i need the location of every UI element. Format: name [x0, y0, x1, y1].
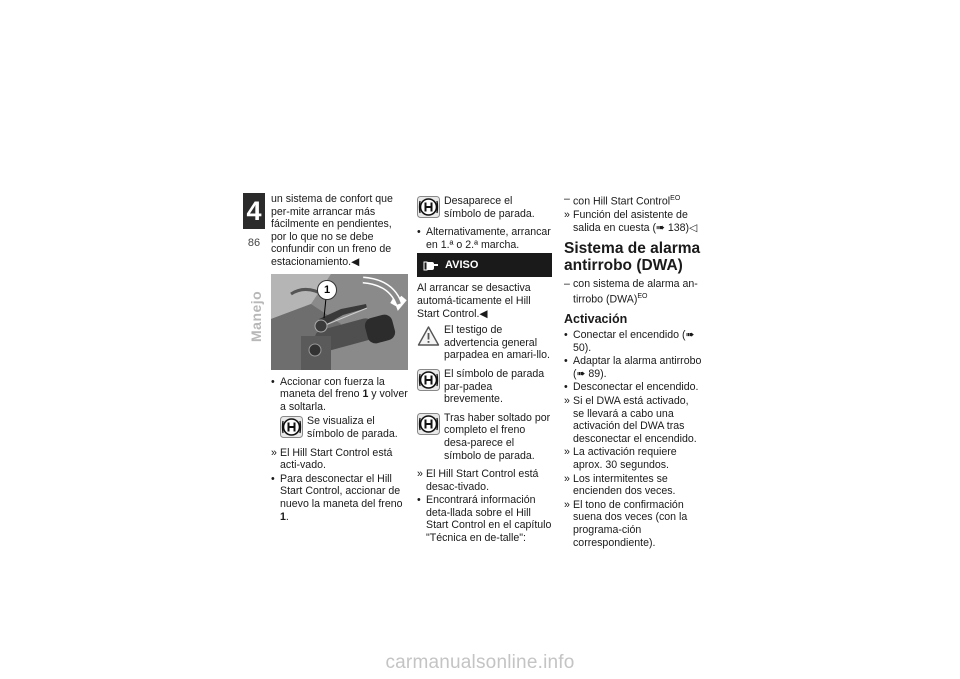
list-item: » Si el DWA está activado, se llevará a cabo una activación del DWA tras desconectar el encendido.	[564, 395, 697, 445]
brake-lever-illustration	[271, 274, 408, 370]
hold-symbol-note: Se visualiza el símbolo de parada.	[280, 415, 408, 440]
warning-triangle-icon	[417, 325, 440, 347]
list-item: » Función del asistente de salida en cuesta (➠ 138)◁	[564, 209, 698, 234]
brake-lever-photo	[271, 274, 408, 370]
notice-banner	[417, 253, 552, 277]
list-item: – con sistema de alarma an-tirrobo (DWA)$^{EO}$	[564, 278, 698, 306]
option-badge: EO	[670, 195, 681, 202]
page-number: 86	[247, 237, 261, 249]
hill-hold-icon	[280, 416, 303, 438]
option-badge: EO	[637, 292, 648, 300]
list-item: • Desconectar el encendido.	[564, 381, 699, 394]
list-item: • Encontrará información deta-llada sobre el Hill Start Control en el capítulo "Técnica en de-talle":	[417, 494, 552, 545]
list-item: » El Hill Start Control está desac-tivado.	[417, 468, 539, 493]
notice-text: Al arrancar se desactiva automá-ticamente el Hill Start Control.◀	[417, 282, 531, 320]
hold-symbol-note: Desaparece el símbolo de parada.	[417, 195, 552, 220]
hill-hold-icon	[417, 369, 440, 391]
chapter-number: 4	[243, 193, 265, 229]
list-item: » El tono de confirmación suena dos veces (con la programa-ción correspondiente).	[564, 498, 688, 549]
section-label: Manejo	[248, 290, 264, 342]
watermark: carmanualsonline.info	[385, 652, 575, 673]
section-heading: Sistema de alarma antirrobo (DWA)	[564, 240, 701, 275]
page-ref-arrow-icon: ➠	[576, 367, 586, 380]
hill-hold-icon	[417, 196, 440, 218]
list-item: • Para desconectar el Hill Start Control, accionar de nuevo la maneta del freno 1.	[271, 472, 403, 523]
list-item: » Los intermitentes se encienden dos veces.	[564, 472, 676, 498]
hill-hold-icon	[417, 413, 440, 435]
pointing-hand-icon	[423, 258, 439, 272]
list-item: – con Hill Start Control$^{EO}$	[564, 193, 681, 208]
list-item: • Alternativamente, arrancar en 1.ª o 2.ª marcha.	[417, 226, 551, 251]
list-item: • Conectar el encendido (➠ 50).	[564, 329, 695, 354]
page-ref-arrow-icon: ➠	[656, 221, 665, 234]
intro-paragraph: un sistema de confort que per-mite arrancar más fácilmente en pendientes, por lo que no se debe confundir con un freno de estacionamiento.◀	[271, 193, 393, 268]
column-1	[271, 193, 408, 524]
column-3	[564, 193, 702, 550]
page-ref-arrow-icon: ➠	[685, 329, 695, 342]
list-item: • Adaptar la alarma antirrobo (➠ 89).	[564, 355, 702, 380]
end-marker-icon: ◀	[351, 255, 360, 268]
end-marker-icon: ◁	[689, 221, 698, 234]
list-item: • Accionar con fuerza la maneta del freno 1 y volver a soltarla.	[271, 375, 408, 413]
hold-symbol-note: Tras haber soltado por completo el freno desa-parece el símbolo de parada.	[417, 412, 552, 462]
notice-label: AVISO	[445, 259, 479, 272]
subsection-heading: Activación	[564, 312, 628, 327]
hold-symbol-note: El símbolo de parada par-padea brevemente.	[417, 368, 552, 406]
warning-light-note: El testigo de advertencia general parpadea en amari-llo.	[417, 324, 552, 362]
list-item: » La activación requiere aprox. 30 segundos.	[564, 446, 677, 471]
column-2	[417, 193, 552, 546]
list-item: » El Hill Start Control está acti-vado.	[271, 446, 393, 472]
end-marker-icon: ◀	[479, 307, 488, 320]
callout-1: 1	[317, 280, 337, 300]
